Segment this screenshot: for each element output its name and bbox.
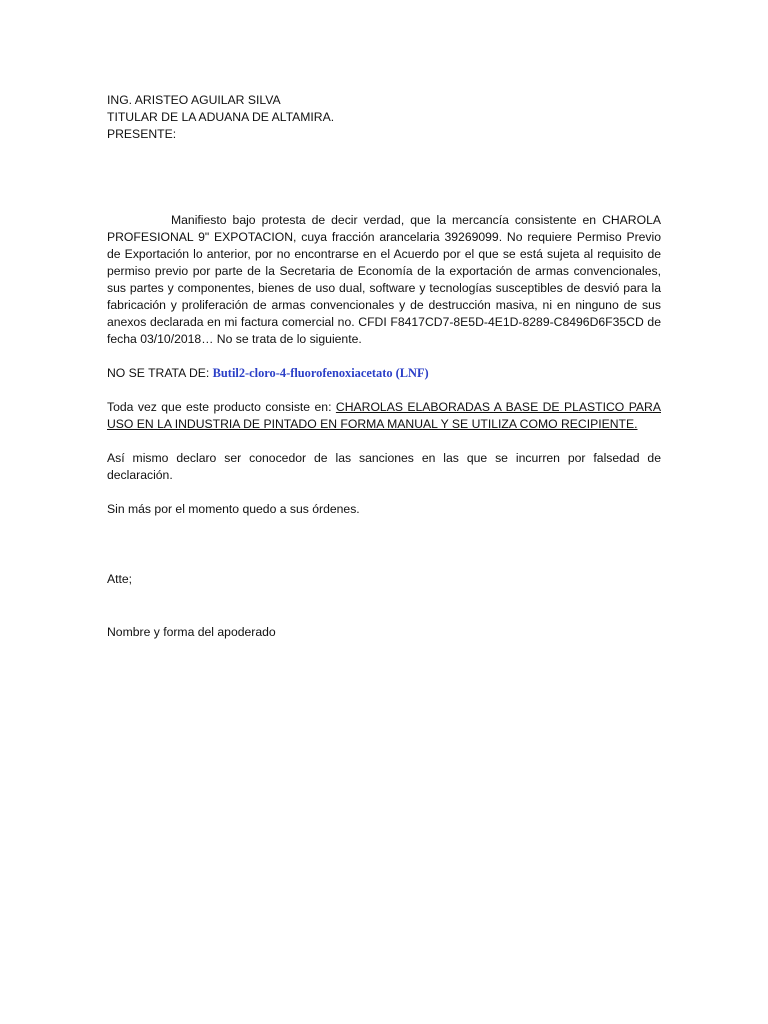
product-description-prefix: Toda vez que este producto consiste en: — [107, 400, 332, 414]
chemical-name: Butil2-cloro-4-fluorofenoxiacetato (LNF) — [212, 366, 429, 380]
closing-salutation: Atte; — [107, 572, 133, 586]
signature-line: Nombre y forma del apoderado — [107, 625, 276, 639]
no-se-trata-line — [107, 365, 661, 382]
declaration-paragraph: Manifiesto bajo protesta de decir verdad, que la mercancía consistente en CHAROLA PROFESIONAL 9" EXPOTACION, cuya fracción arancelaria 39269099. No requiere Permiso Previo de Exportación lo anterior, por no encontrarse en el Acuerdo por el que se está sujeta al requisito de permiso previo por parte de la Secretaria de Economía de la exportación de armas convencionales, sus partes y componentes, bienes de uso dual, software y tecnologías susceptibles de desvió para la fabricación y proliferación de armas convencionales y de destrucción masiva, ni en ninguno de sus anexos declarada en mi factura comercial no. CFDI F8417CD7-8E5D-4E1D-8289-C8496D6F35CD de fecha 03/10/2018… No se trata de lo siguiente. — [107, 213, 661, 346]
presente-label: PRESENTE: — [107, 127, 177, 141]
product-description-paragraph — [107, 399, 661, 433]
recipient-title: TITULAR DE LA ADUANA DE ALTAMIRA. — [107, 110, 335, 124]
recipient-name: ING. ARISTEO AGUILAR SILVA — [107, 93, 281, 107]
closing-remark: Sin más por el momento quedo a sus órdenes. — [107, 502, 360, 516]
recipient-header — [107, 92, 661, 143]
product-description-underlined: CHAROLAS ELABORADAS A BASE DE PLASTICO PARA USO EN LA INDUSTRIA DE PINTADO EN FORMA MANUAL Y SE UTILIZA COMO RECIPIENTE. — [107, 400, 661, 431]
no-se-trata-label: NO SE TRATA DE: — [107, 366, 210, 380]
sanctions-paragraph: Así mismo declaro ser conocedor de las sanciones en las que se incurren por falsedad de declaración. — [107, 451, 661, 482]
